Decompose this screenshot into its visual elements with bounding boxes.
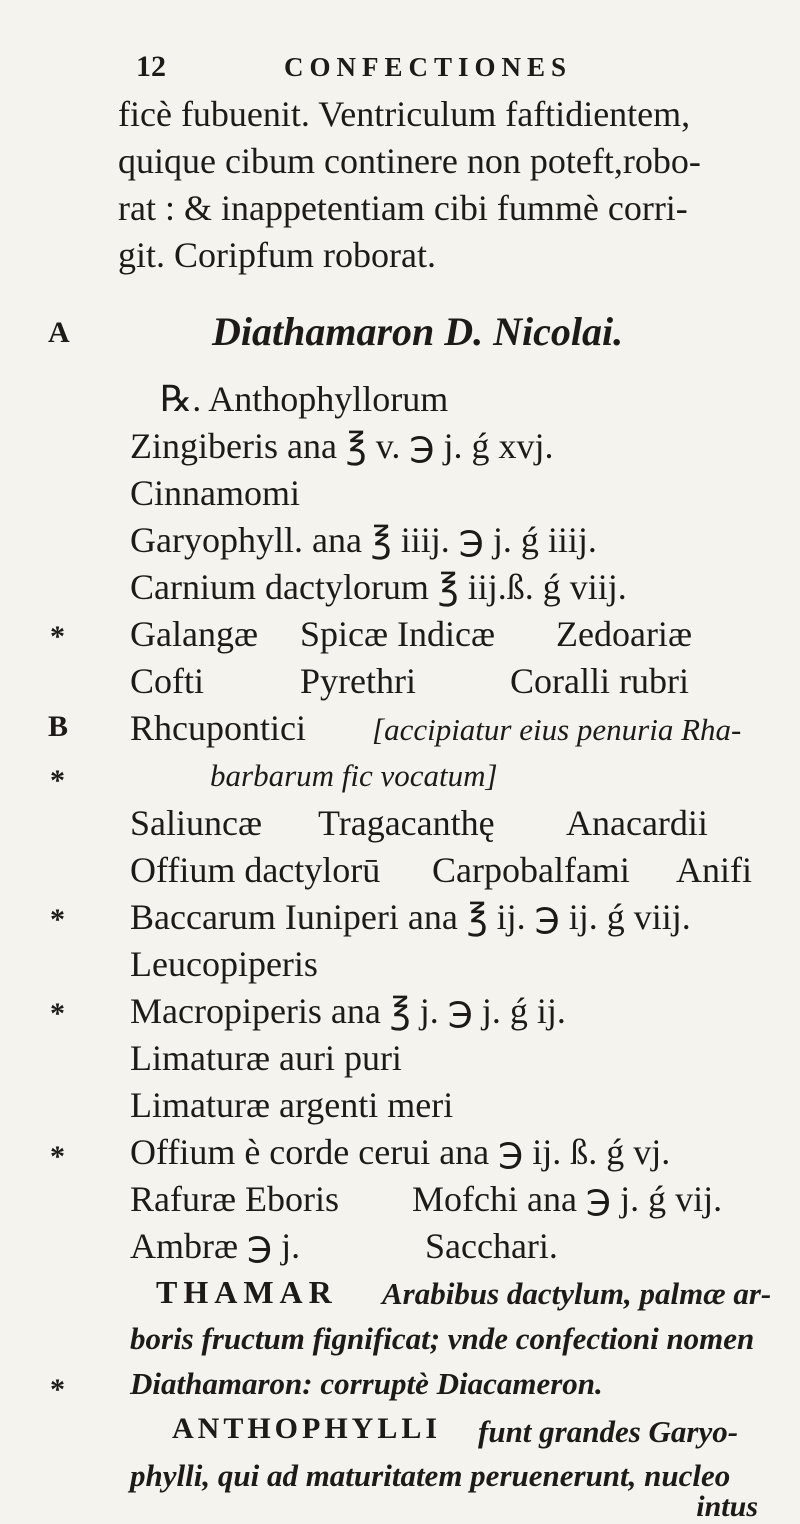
margin-asterisk: * (50, 997, 65, 1030)
ingredient: Sacchari. (425, 1226, 558, 1266)
ingredient: Zedoariæ (556, 614, 692, 654)
commentary-line: boris fructum fignificat; vnde confectioni nomen (130, 1321, 755, 1356)
intro-line: git. Coripfum roborat. (118, 235, 436, 275)
ingredient: Cofti (130, 661, 205, 701)
bracket-note: [accipiatur eius penuria Rha- (372, 712, 742, 747)
bracket-note: barbarum fic vocatum] (210, 758, 498, 793)
intro-line: rat : & inappetentiam cibi fummè corri- (118, 188, 688, 228)
ingredient: Spicæ Indicæ (300, 614, 495, 654)
recipe-line: Leucopiperis (130, 944, 318, 984)
ingredient: Carpobalfami (432, 850, 630, 890)
section-title: Diathamaron D. Nicolai. (212, 309, 624, 354)
recipe-line: Baccarum Iuniperi ana ℥ ij. ℈ ij. ǵ viij. (130, 897, 691, 937)
recipe-line: ℞. Anthophyllorum (160, 379, 449, 419)
recipe-line: Limaturæ auri puri (130, 1038, 402, 1078)
margin-letter-b: B (48, 710, 69, 743)
recipe-line: Limaturæ argenti meri (130, 1085, 454, 1125)
ingredient: Galangæ (130, 614, 258, 654)
recipe-line: Macropiperis ana ℥ j. ℈ j. ǵ ij. (130, 991, 566, 1031)
ingredient: Mofchi ana ℈ j. ǵ vij. (412, 1179, 723, 1219)
recipe-line: Offium è corde cerui ana ℈ ij. ß. ǵ vj. (130, 1132, 671, 1172)
margin-asterisk: * (50, 903, 65, 936)
margin-letter-a: A (48, 316, 70, 349)
ingredient: Pyrethri (300, 661, 416, 701)
margin-asterisk: * (50, 764, 65, 797)
margin-asterisk: * (50, 1140, 65, 1173)
commentary-line: Diathamaron: corruptè Diacameron. (130, 1366, 603, 1401)
ingredient: Coralli rubri (510, 661, 689, 701)
intro-line: ficè fubuenit. Ventriculum faftidientem, (118, 94, 691, 134)
commentary-line: Arabibus dactylum, palmæ ar- (382, 1276, 772, 1311)
commentary-keyword: ANTHOPHYLLI (172, 1412, 442, 1445)
ingredient: Rhcupontici (130, 708, 306, 748)
commentary-line: phylli, qui ad maturitatem peruenerunt, nucleo (130, 1458, 731, 1493)
catchword: intus (696, 1490, 758, 1523)
ingredient: Ambræ ℈ j. (130, 1226, 301, 1266)
commentary-keyword: THAMAR (156, 1274, 338, 1310)
page-number: 12 (136, 50, 166, 83)
ingredient: Anifi (676, 850, 752, 890)
page-header (136, 50, 736, 86)
recipe-line: Zingiberis ana ℥ v. ℈ j. ǵ xvj. (130, 426, 554, 466)
ingredient: Offium dactylorū (130, 850, 381, 890)
intro-line: quique cibum continere non poteft,robo- (118, 141, 701, 181)
ingredient: Anacardii (566, 803, 708, 843)
recipe-line: Garyophyll. ana ℥ iiij. ℈ j. ǵ iiij. (130, 520, 597, 560)
recipe-line: Cinnamomi (130, 473, 300, 513)
ingredient: Saliuncæ (130, 803, 262, 843)
ingredient: Tragacanthę (318, 803, 495, 843)
commentary-line: funt grandes Garyo- (478, 1414, 739, 1449)
margin-asterisk: * (50, 1373, 65, 1406)
margin-asterisk: * (50, 620, 65, 653)
ingredient: Rafuræ Eboris (130, 1179, 339, 1219)
running-head: CONFECTIONES (284, 52, 573, 82)
recipe-line: Carnium dactylorum ℥ iij.ß. ǵ viij. (130, 567, 627, 607)
